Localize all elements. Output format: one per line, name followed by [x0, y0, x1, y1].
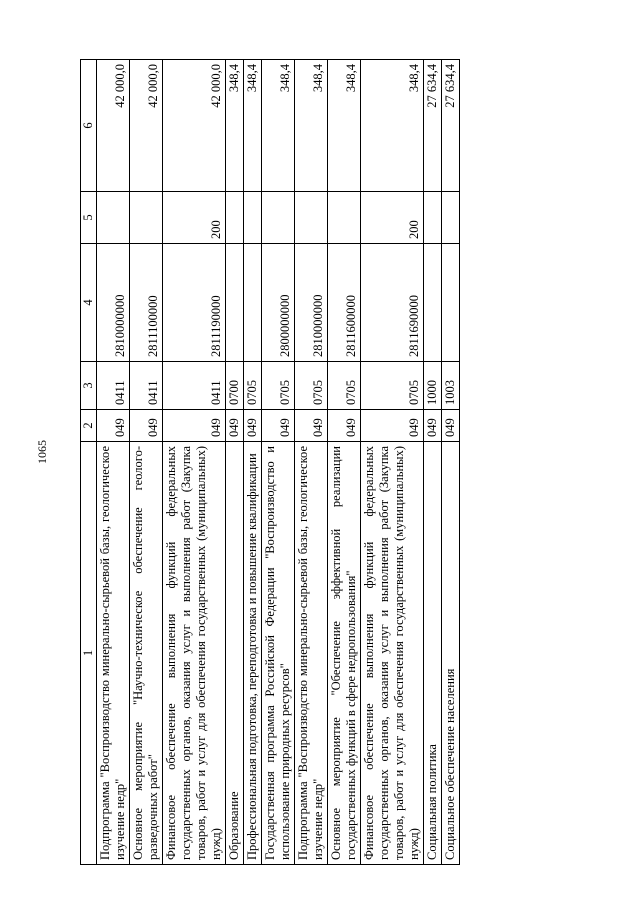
header-col-1: 1: [81, 442, 97, 865]
row-ministry-code: 049: [226, 410, 244, 442]
row-amount: 348,4: [295, 60, 328, 192]
table-row: [361, 60, 424, 865]
row-name: Финансовое обеспечение выполнения функций федеральных государственных органов, оказания услуг и выполнения работ (Закупка товаров, работ и услуг для обеспечения государственных (муниципальных) нужд): [361, 442, 424, 865]
row-expense-type: [295, 192, 328, 244]
row-ministry-code: 049: [328, 410, 361, 442]
row-ministry-code: 049: [163, 410, 226, 442]
header-col-4: 4: [81, 244, 97, 362]
table-row: [97, 60, 130, 865]
row-amount: 27 634,4: [442, 60, 460, 192]
row-amount: 42 000,0: [97, 60, 130, 192]
table-row: [328, 60, 361, 865]
row-expense-type: [424, 192, 442, 244]
row-expense-type: [244, 192, 262, 244]
row-expense-type: [262, 192, 295, 244]
row-name: Государственная программа Российской Федерации "Воспроизводство и использование природных ресурсов": [262, 442, 295, 865]
row-amount: 348,4: [361, 60, 424, 192]
table-row: [262, 60, 295, 865]
row-section-code: 0705: [295, 362, 328, 410]
table-row: [295, 60, 328, 865]
row-ministry-code: 049: [97, 410, 130, 442]
row-target-code: 2811100000: [130, 244, 163, 362]
table-row: [130, 60, 163, 865]
row-target-code: 2811190000: [163, 244, 226, 362]
row-expense-type: [328, 192, 361, 244]
row-expense-type: [97, 192, 130, 244]
table-row: [244, 60, 262, 865]
table-row: [226, 60, 244, 865]
row-ministry-code: 049: [424, 410, 442, 442]
table-row: [163, 60, 226, 865]
row-ministry-code: 049: [130, 410, 163, 442]
row-target-code: [244, 244, 262, 362]
row-expense-type: [226, 192, 244, 244]
row-ministry-code: 049: [262, 410, 295, 442]
header-col-2: 2: [81, 410, 97, 442]
row-target-code: 2810000000: [295, 244, 328, 362]
row-amount: 42 000,0: [130, 60, 163, 192]
row-name: Социальное обеспечение населения: [442, 442, 460, 865]
row-target-code: 2800000000: [262, 244, 295, 362]
row-section-code: 0700: [226, 362, 244, 410]
row-name: Основное мероприятие "Научно-техническое обеспечение геолого-разведочных работ": [130, 442, 163, 865]
row-section-code: 0411: [163, 362, 226, 410]
row-section-code: 0705: [262, 362, 295, 410]
row-section-code: 1003: [442, 362, 460, 410]
row-target-code: 2811690000: [361, 244, 424, 362]
row-target-code: 2810000000: [97, 244, 130, 362]
row-amount: 27 634,4: [424, 60, 442, 192]
row-expense-type: [130, 192, 163, 244]
table-row: [424, 60, 442, 865]
header-col-3: 3: [81, 362, 97, 410]
row-section-code: 1000: [424, 362, 442, 410]
header-col-5: 5: [81, 192, 97, 244]
header-col-6: 6: [81, 60, 97, 192]
budget-table: [80, 59, 460, 865]
row-amount: 348,4: [244, 60, 262, 192]
row-name: Образование: [226, 442, 244, 865]
row-name: Основное мероприятие "Обеспечение эффективной реализации государственных функций в сфере недропользования": [328, 442, 361, 865]
row-expense-type: [442, 192, 460, 244]
row-section-code: 0411: [130, 362, 163, 410]
row-section-code: 0705: [328, 362, 361, 410]
row-section-code: 0705: [244, 362, 262, 410]
row-ministry-code: 049: [244, 410, 262, 442]
row-expense-type: 200: [163, 192, 226, 244]
row-target-code: [442, 244, 460, 362]
page-number: 1065: [35, 440, 49, 464]
row-expense-type: 200: [361, 192, 424, 244]
row-name: Финансовое обеспечение выполнения функций федеральных государственных органов, оказания услуг и выполнения работ (Закупка товаров, работ и услуг для обеспечения государственных (муниципальных) нужд): [163, 442, 226, 865]
row-name: Социальная политика: [424, 442, 442, 865]
row-name: Подпрограмма "Воспроизводство минерально-сырьевой базы, геологическое изучение недр": [97, 442, 130, 865]
row-amount: 348,4: [328, 60, 361, 192]
row-name: Подпрограмма "Воспроизводство минерально-сырьевой базы, геологическое изучение недр": [295, 442, 328, 865]
row-target-code: 2811600000: [328, 244, 361, 362]
row-target-code: [226, 244, 244, 362]
row-amount: 42 000,0: [163, 60, 226, 192]
table-row: [442, 60, 460, 865]
row-ministry-code: 049: [295, 410, 328, 442]
row-name: Профессиональная подготовка, переподготовка и повышение квалификации: [244, 442, 262, 865]
row-ministry-code: 049: [442, 410, 460, 442]
header-row: [81, 60, 97, 865]
row-target-code: [424, 244, 442, 362]
row-section-code: 0705: [361, 362, 424, 410]
rotated-table-frame: [80, 60, 560, 865]
row-amount: 348,4: [226, 60, 244, 192]
row-section-code: 0411: [97, 362, 130, 410]
row-amount: 348,4: [262, 60, 295, 192]
row-ministry-code: 049: [361, 410, 424, 442]
